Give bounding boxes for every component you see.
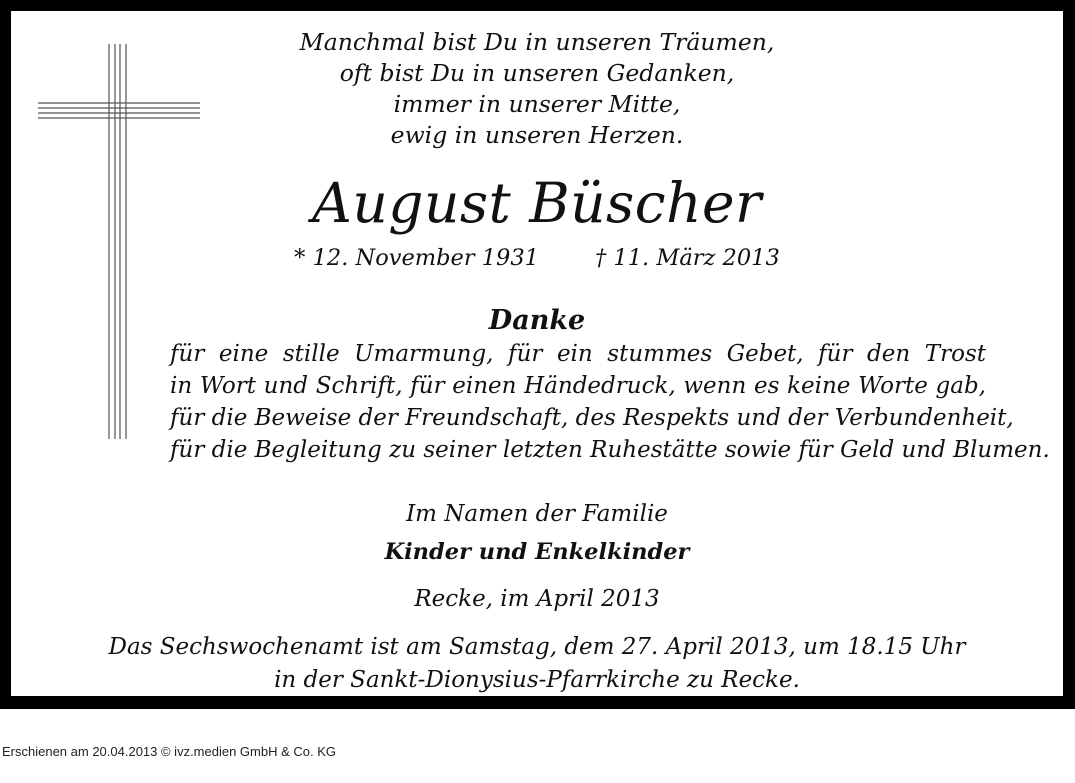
- mass-announcement: [11, 631, 1063, 697]
- thanks-line: für die Begleitung zu seiner letzten Ruhestätte sowie für Geld und Blumen.: [170, 437, 1050, 463]
- place-date: Recke, im April 2013: [414, 586, 660, 612]
- poem-line: Manchmal bist Du in unseren Träumen,: [299, 28, 775, 56]
- publication-footer: Erschienen am 20.04.2013 © ivz.medien GmbH & Co. KG: [2, 744, 337, 759]
- poem-line: ewig in unseren Herzen.: [390, 121, 684, 149]
- mass-line: in der Sankt-Dionysius-Pfarrkirche zu Recke.: [274, 667, 800, 693]
- obituary-notice: [11, 11, 1063, 696]
- birth-date: * 12. November 1931: [294, 245, 539, 271]
- thanks-line: für die Beweise der Freundschaft, des Respekts und der Verbundenheit,: [170, 405, 1014, 431]
- life-dates: [11, 243, 1063, 273]
- poem: [11, 27, 1063, 151]
- deceased-name: August Büscher: [312, 171, 762, 235]
- thanks-title: Danke: [488, 305, 586, 336]
- family-names: Kinder und Enkelkinder: [384, 539, 690, 565]
- death-date: † 11. März 2013: [595, 245, 780, 271]
- poem-line: oft bist Du in unseren Gedanken,: [339, 59, 735, 87]
- thanks-line: in Wort und Schrift, für einen Händedruck, wenn es keine Worte gab,: [170, 373, 986, 399]
- thanks-text: [170, 338, 1050, 466]
- family-intro: Im Namen der Familie: [406, 501, 668, 527]
- thanks-line: für eine stille Umarmung, für ein stummes Gebet, für den Trost: [170, 341, 986, 367]
- mass-line: Das Sechswochenamt ist am Samstag, dem 27. April 2013, um 18.15 Uhr: [108, 634, 966, 660]
- poem-line: immer in unserer Mitte,: [393, 90, 681, 118]
